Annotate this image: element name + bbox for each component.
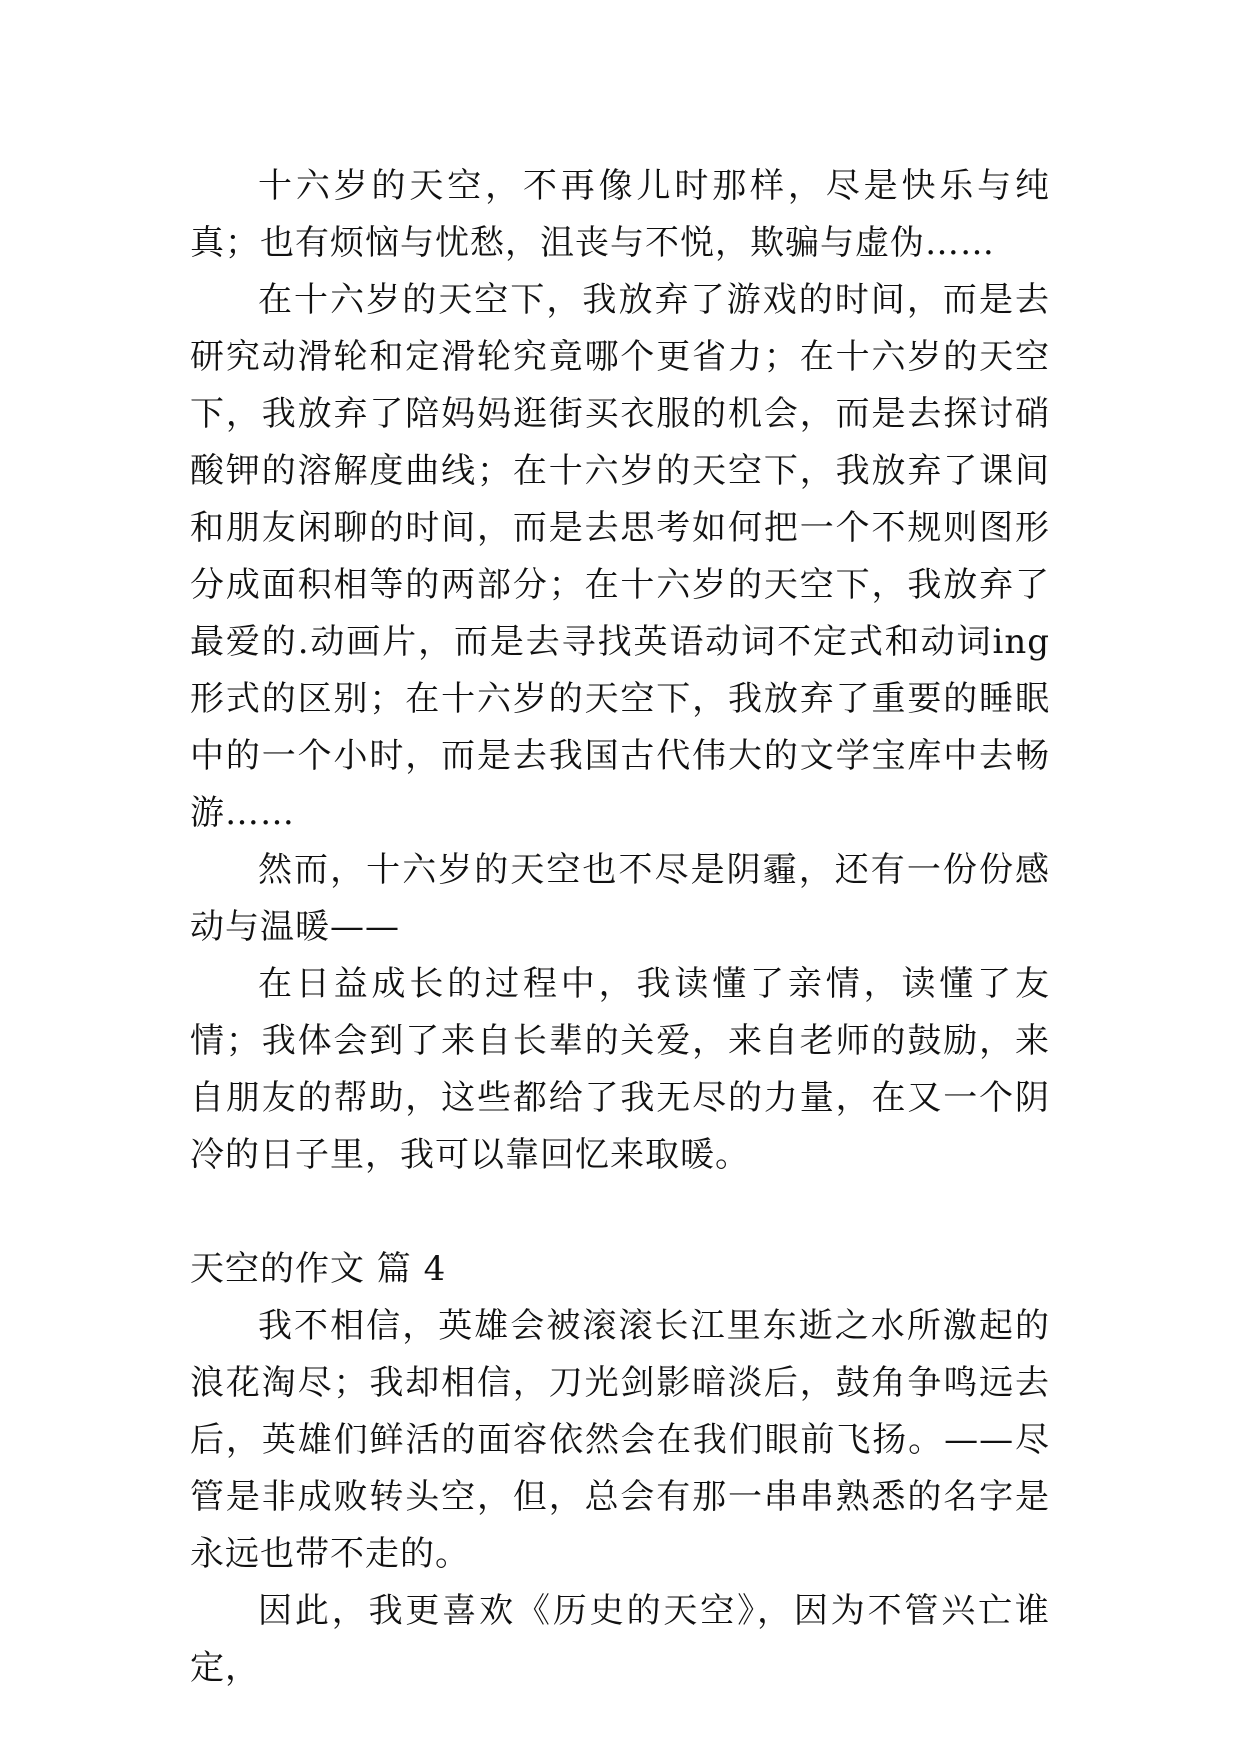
paragraph: 因此，我更喜欢《历史的天空》，因为不管兴亡谁定， bbox=[190, 1591, 1050, 1688]
section-title: 天空的作文 篇 4 bbox=[190, 1249, 447, 1289]
paragraph: 我不相信，英雄会被滚滚长江里东逝之水所激起的浪花淘尽；我却相信，刀光剑影暗淡后，鼓角争鸣远去后，英雄们鲜活的面容依然会在我们眼前飞扬。——尽管是非成败转头空，但，总会有那一串串熟悉的名字是永远也带不走的。 bbox=[190, 1306, 1050, 1574]
paragraph: 然而，十六岁的天空也不尽是阴霾，还有一份份感动与温暖—— bbox=[190, 850, 1050, 947]
paragraph: 十六岁的天空，不再像儿时那样，尽是快乐与纯真；也有烦恼与忧愁，沮丧与不悦，欺骗与虚伪…… bbox=[190, 166, 1050, 263]
paragraph: 在十六岁的天空下，我放弃了游戏的时间，而是去研究动滑轮和定滑轮究竟哪个更省力；在十六岁的天空下，我放弃了陪妈妈逛街买衣服的机会，而是去探讨硝酸钾的溶解度曲线；在十六岁的天空下，我放弃了课间和朋友闲聊的时间，而是去思考如何把一个不规则图形分成面积相等的两部分；在十六岁的天空下，我放弃了最爱的.动画片，而是去寻找英语动词不定式和动词ing形式的区别；在十六岁的天空下，我放弃了重要的睡眠中的一个小时，而是去我国古代伟大的文学宝库中去畅游…… bbox=[190, 280, 1050, 833]
document-body bbox=[190, 158, 1050, 1697]
paragraph: 在日益成长的过程中，我读懂了亲情，读懂了友情；我体会到了来自长辈的关爱，来自老师的鼓励，来自朋友的帮助，这些都给了我无尽的力量，在又一个阴冷的日子里，我可以靠回忆来取暖。 bbox=[190, 964, 1050, 1175]
